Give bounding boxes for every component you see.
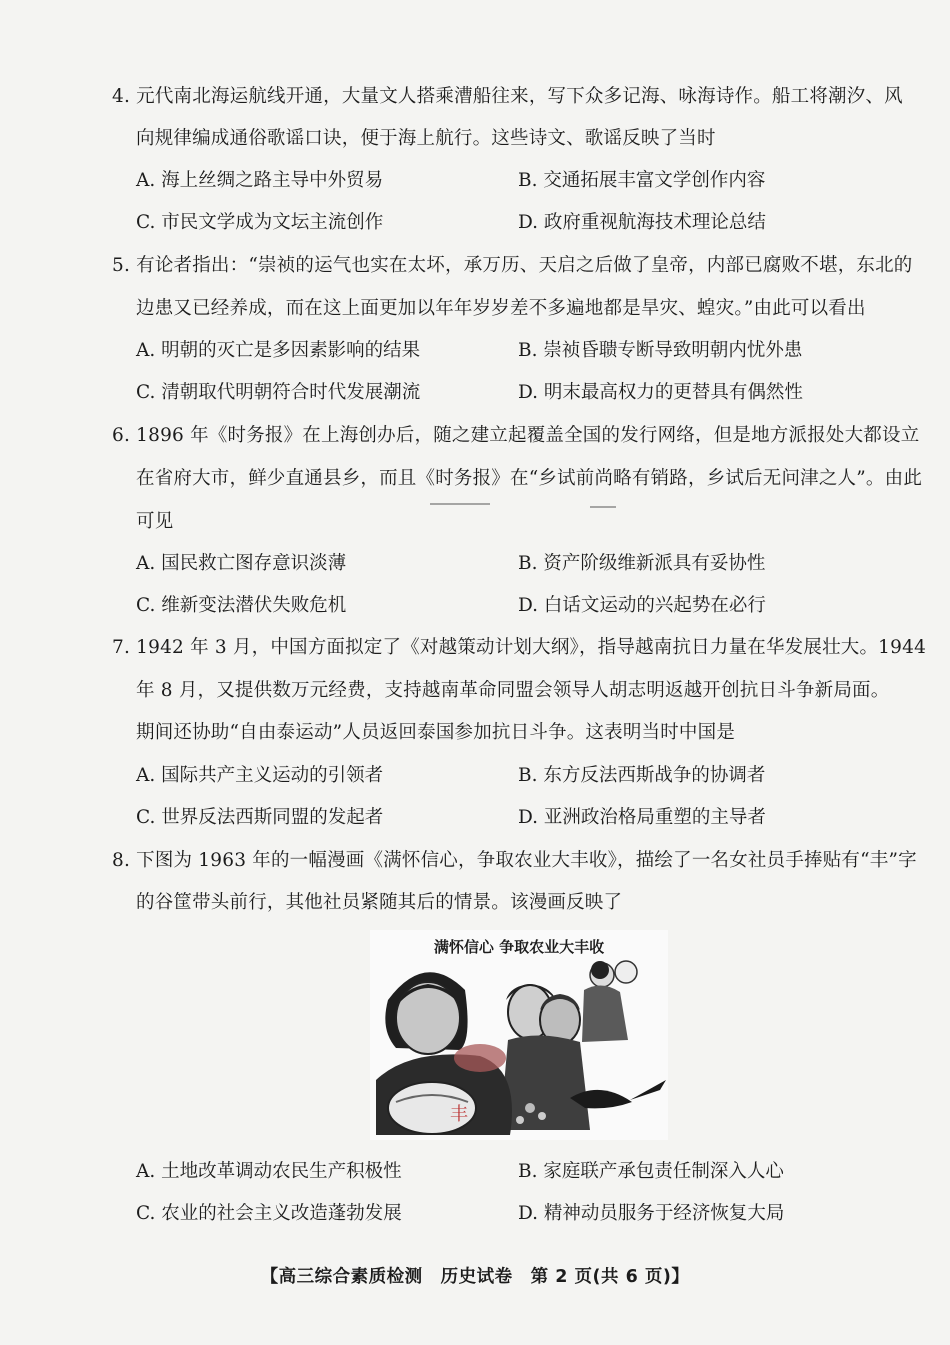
- question-6-option-d: D. 白话文运动的兴起势在必行: [518, 595, 766, 616]
- scan-smudge: [590, 506, 616, 508]
- question-6-option-c: C. 维新变法潜伏失败危机: [136, 595, 347, 616]
- question-5-line-2: 边患又已经养成，而在这上面更加以年年岁岁差不多遍地都是旱灾、蝗灾。”由此可以看出: [136, 298, 866, 319]
- question-4-line-1: 4. 元代南北海运航线开通，大量文人搭乘漕船往来，写下众多记海、咏海诗作。船工将潮汐、风: [112, 86, 903, 107]
- question-8-option-c: C. 农业的社会主义改造蓬勃发展: [136, 1203, 402, 1224]
- cartoon-title: 满怀信心 争取农业大丰收: [433, 938, 605, 956]
- question-4-line-2: 向规律编成通俗歌谣口诀，便于海上航行。这些诗文、歌谣反映了当时: [136, 128, 716, 149]
- question-6-option-a: A. 国民救亡图存意识淡薄: [136, 553, 347, 574]
- question-5-option-d: D. 明末最高权力的更替具有偶然性: [518, 382, 803, 403]
- cartoon-illustration: [370, 930, 668, 1140]
- question-8-line-2: 的谷筐带头前行，其他社员紧随其后的情景。该漫画反映了: [136, 892, 623, 913]
- question-8-option-b: B. 家庭联产承包责任制深入人心: [518, 1161, 784, 1182]
- question-7-option-c: C. 世界反法西斯同盟的发起者: [136, 807, 384, 828]
- scan-smudge: [430, 503, 490, 505]
- question-7-option-b: B. 东方反法西斯战争的协调者: [518, 765, 766, 786]
- question-6-line-1: 6. 1896 年《时务报》在上海创办后，随之建立起覆盖全国的发行网络，但是地方派报处大都设立: [112, 425, 920, 446]
- question-8-line-1: 8. 下图为 1963 年的一幅漫画《满怀信心，争取农业大丰收》，描绘了一名女社员手捧贴有“丰”字: [112, 850, 917, 871]
- basket-character: 丰: [450, 1104, 468, 1125]
- question-4-option-d: D. 政府重视航海技术理论总结: [518, 212, 766, 233]
- question-7-option-a: A. 国际共产主义运动的引领者: [136, 765, 384, 786]
- question-4-option-b: B. 交通拓展丰富文学创作内容: [518, 170, 766, 191]
- question-6-option-b: B. 资产阶级维新派具有妥协性: [518, 553, 766, 574]
- question-6-line-2: 在省府大市，鲜少直通县乡，而且《时务报》在“乡试前尚略有销路，乡试后无问津之人”。由此: [136, 468, 923, 489]
- cartoon-figure: [370, 930, 668, 1140]
- question-5-option-c: C. 清朝取代明朝符合时代发展潮流: [136, 382, 421, 403]
- question-7-option-d: D. 亚洲政治格局重塑的主导者: [518, 807, 766, 828]
- question-7-line-1: 7. 1942 年 3 月，中国方面拟定了《对越策动计划大纲》，指导越南抗日力量在华发展壮大。1944: [112, 637, 927, 658]
- question-5-option-a: A. 明朝的灭亡是多因素影响的结果: [136, 340, 421, 361]
- question-4-option-a: A. 海上丝绸之路主导中外贸易: [136, 170, 384, 191]
- question-7-line-2: 年 8 月，又提供数万元经费，支持越南革命同盟会领导人胡志明返越开创抗日斗争新局面。: [136, 680, 890, 701]
- question-8-option-d: D. 精神动员服务于经济恢复大局: [518, 1203, 785, 1224]
- question-5-option-b: B. 崇祯昏聩专断导致明朝内忧外患: [518, 340, 803, 361]
- question-5-line-1: 5. 有论者指出：“崇祯的运气也实在太坏，承万历、天启之后做了皇帝，内部已腐败不堪，东北的: [112, 255, 913, 276]
- page-footer: 【高三综合素质检测 历史试卷 第 2 页(共 6 页)】: [260, 1267, 690, 1287]
- question-6-line-3: 可见: [136, 511, 174, 532]
- question-7-line-3: 期间还协助“自由泰运动”人员返回泰国参加抗日斗争。这表明当时中国是: [136, 722, 736, 743]
- question-8-option-a: A. 土地改革调动农民生产积极性: [136, 1161, 402, 1182]
- question-4-option-c: C. 市民文学成为文坛主流创作: [136, 212, 384, 233]
